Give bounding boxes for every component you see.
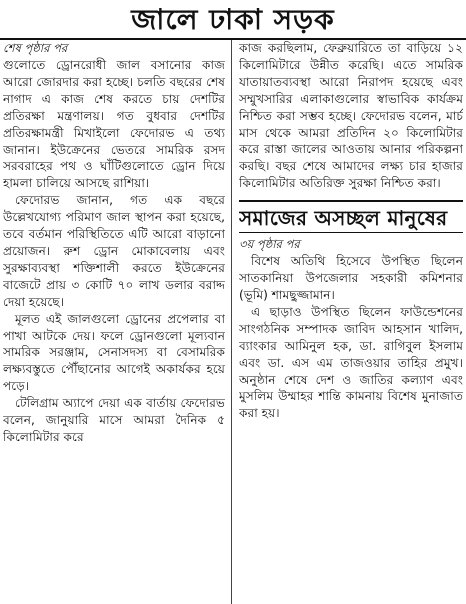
article-paragraph: এ ছাড়াও উপস্থিত ছিলেন ফাউন্ডেশনের সাংগঠনিক সম্পাদক জাবিদ আহসান খালিদ, ব্যাংকার আমিনুল হক, ডা. রাগিবুল ইসলাম এবং ডা. এস এম তাজওয়ার তাহির প্রমুখ। অনুষ্ঠান শেষে দেশ ও জাতির কল্যাণ এবং মুসলিম উম্মাহর শান্তি কামনায় বিশেষ মুনাজাত করা হয়। [239, 304, 463, 421]
page-headline: জালে ঢাকা সড়ক [131, 3, 335, 36]
jump-label: ৩য় পৃষ্ঠার পর [239, 237, 300, 252]
left-column [3, 40, 225, 604]
column-divider [231, 40, 232, 604]
article-paragraph: ফেদোরভ জানান, গত এক বছরে উল্লেখযোগ্য পরিমাণ জাল স্থাপন করা হয়েছে, তবে বর্তমান পরিস্থিতিতে এটি আরো বাড়ানো প্রয়োজন। রুশ ড্রোন মোকাবেলায় এবং সুরক্ষাব্যবস্থা শক্তিশালী করতে ইউক্রেনের বাজেটে প্রায় ৩ কোটি ৭০ লাখ ডলার বরাদ্দ দেয়া হয়েছে। [3, 193, 225, 309]
article-paragraph: কাজ করছিলাম, ফেব্রুয়ারিতে তা বাড়িয়ে ১২ কিলোমিটারে উন্নীত করেছি। এতে সামরিক যাতায়াতব্যবস্থা আরো নিরাপদ হয়েছে এবং সম্মুখসারির এলাকাগুলোর স্বাভাবিক কার্যক্রম নিশ্চিত করা সম্ভব হচ্ছে। ফেদোরভ বলেন, মার্চ মাস থেকে আমরা প্রতিদিন ২০ কিলোমিটার করে রাস্তা জালের আওতায় আনার পরিকল্পনা করছি। বছর শেষে আমাদের লক্ষ্য চার হাজার কিলোমিটার অতিরিক্ত সুরক্ষা নিশ্চিত করা। [239, 41, 463, 191]
jump-label: শেষ পৃষ্ঠার পর [3, 41, 68, 55]
article-paragraph: বিশেষ অতিথি হিসেবে উপস্থিত ছিলেন সাতকানিয়া উপজেলার সহকারী কমিশনার (ভূমি) শামছুজ্জামান। [239, 254, 463, 302]
article-paragraph: মূলত এই জালগুলো ড্রোনের প্রপেলার বা পাখা আটকে দেয়। ফলে ড্রোনগুলো মূল্যবান সামরিক সরঞ্জাম, সেনাসদস্য বা বেসামরিক লক্ষ্যবস্তুতে পৌঁছানোর আগেই অকার্যকর হয়ে পড়ে। [3, 311, 225, 394]
subhead-box [239, 200, 463, 233]
article-headline: সমাজের অসচ্ছল মানুষের [239, 206, 448, 231]
right-column [239, 40, 463, 604]
article-paragraph: গুলোতে ড্রোনরোধী জাল বসানোর কাজ আরো জোরদার করা হচ্ছে। চলতি বছরের শেষ নাগাদ এ কাজ শেষ করতে চায় দেশটির প্রতিরক্ষা মন্ত্রণালয়। গত বুধবার দেশটির প্রতিরক্ষামন্ত্রী মিখাইলো ফেদোরভ এ তথ্য জানান। ইউক্রেনের ভেতরে সামরিক রসদ সরবরাহের পথ ও ঘাঁটিগুলোতে ড্রোন দিয়ে হামলা চালিয়ে আসছে রাশিয়া। [3, 58, 225, 191]
article-paragraph: টেলিগ্রাম অ্যাপে দেয়া এক বার্তায় ফেদোরভ বলেন, জানুয়ারি মাসে আমরা দৈনিক ৫ কিলোমিটার করে [3, 396, 225, 444]
